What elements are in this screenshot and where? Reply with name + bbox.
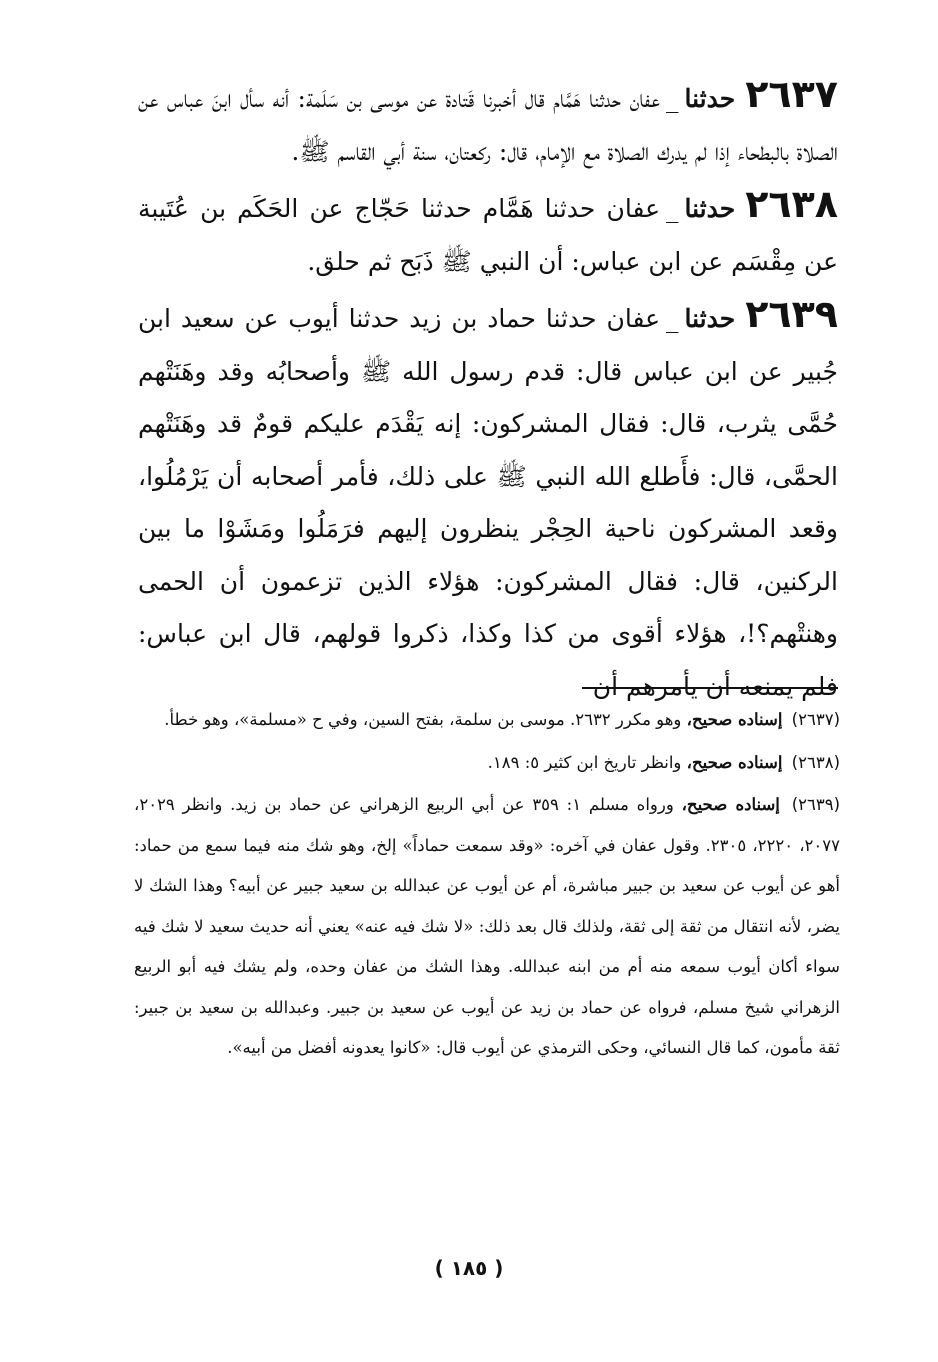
hadith-number: ٢٦٣٩ <box>745 292 838 336</box>
hadith-lead-word: حدثنا <box>684 84 736 113</box>
hadith-dash: _ <box>666 304 679 333</box>
footnote-number: (٢٦٣٨) <box>791 752 840 772</box>
hadith-2638 <box>138 178 838 288</box>
hadith-dash: _ <box>666 194 679 223</box>
footnote-grade: إسناده صحيح، <box>686 710 783 729</box>
footnote-2638 <box>134 743 840 784</box>
footnote-2637 <box>134 700 840 741</box>
footnote-grade: إسناده صحيح، <box>686 752 783 772</box>
footnote-number: (٢٦٣٩) <box>791 795 841 814</box>
hadith-text: عفان حدثنا هَمَّام حدثنا حَجّاج عن الحَكَم بن عُتَيبة عن مِقْسَم عن ابن عباس: أن النبي ﷺ ذَبَح ثم حلق. <box>138 194 838 276</box>
footnote-2639 <box>134 785 840 1069</box>
hadith-lead-word: حدثنا <box>684 194 736 223</box>
hadith-2637 <box>138 68 838 178</box>
footnotes <box>134 700 840 1071</box>
hadith-lead-word: حدثنا <box>684 304 736 333</box>
hadith-dash: _ <box>666 84 679 113</box>
hadith-number: ٢٦٣٨ <box>745 182 838 226</box>
footnote-number: (٢٦٣٧) <box>791 710 840 729</box>
footnote-grade: إسناده صحيح، <box>681 795 780 814</box>
page-number: ( ١٨٥ ) <box>434 1256 504 1280</box>
footnote-text: ورواه مسلم ١: ٣٥٩ عن أبي الربيع الزهراني عن حماد بن زيد. وانظر ٢٠٢٩، ٢٠٧٧، ٢٢٢٠، ٢٣٠٥. وقول عفان في آخره: «وقد سمعت حماداً» إلخ، وهو شك منه فيما سمع من حماد: أهو عن أيوب عن سعيد بن جبير مباشرة، أم عن أيوب عن عبدالله بن سعيد جبير عن أبيه؟ وهذا الشك لا يضر، لأنه انتقال من ثقة إلى ثقة، ولذلك قال بعد ذلك: «لا شك فيه عنه» يعني أنه حديث سعيد لا شك فيه سواء أكان أيوب سمعه منه أم من ابنه عبدالله. وهذا الشك من عفان وحده، ولم يشك فيه أبو الربيع الزهراني شيخ مسلم، فرواه عن حماد بن زيد عن أيوب عن سعيد بن جبير. وعبدالله بن سعيد بن جبير: ثقة مأمون، كما قال النسائي، وحكى الترمذي عن أيوب قال: «كانوا يعدونه أفضل من أبيه». <box>134 795 840 1057</box>
footnote-divider <box>582 687 838 689</box>
footnote-text: وهو مكرر ٢٦٣٢. موسى بن سلمة، بفتح السين، وفي ح «مسلمة»، وهو خطأ. <box>164 710 682 729</box>
hadith-number: ٢٦٣٧ <box>745 72 838 116</box>
footnote-text: وانظر تاريخ ابن كثير ٥: ١٨٩. <box>487 752 682 772</box>
main-text <box>138 68 838 713</box>
hadith-text: عفان حدثنا هَمَّام قال أخبرنا قَتادة عن موسى بن سَلَمة: أنه سأل ابنَ عباس عن الصلاة بالبطحاء إذا لم يدرك الصلاة مع الإمام، قال: ركعتان، سنة أبي القاسم ﷺ. <box>138 84 838 166</box>
hadith-2639 <box>138 288 838 713</box>
hadith-text: عفان حدثنا حماد بن زيد حدثنا أيوب عن سعيد ابن جُبير عن ابن عباس قال: قدم رسول الله ﷺ وأصحابُه وقد وهَنَتْهم حُمَّى يثرب، قال: فقال المشركون: إنه يَقْدَم عليكم قومٌ قد وهَنَتْهم الحمَّى، قال: فأَطلع الله النبي ﷺ على ذلك، فأمر أصحابه أن يَرْمُلُوا، وقعد المشركون ناحية الحِجْر ينظرون إليهم فرَمَلُوا ومَشَوْا ما بين الركنين، قال: فقال المشركون: هؤلاء الذين تزعمون أن الحمى وهنتْهم؟!، هؤلاء أقوى من كذا وكذا، ذكروا قولهم، قال ابن عباس: فلم يمنعه أن يأمرهم أن <box>138 304 838 701</box>
